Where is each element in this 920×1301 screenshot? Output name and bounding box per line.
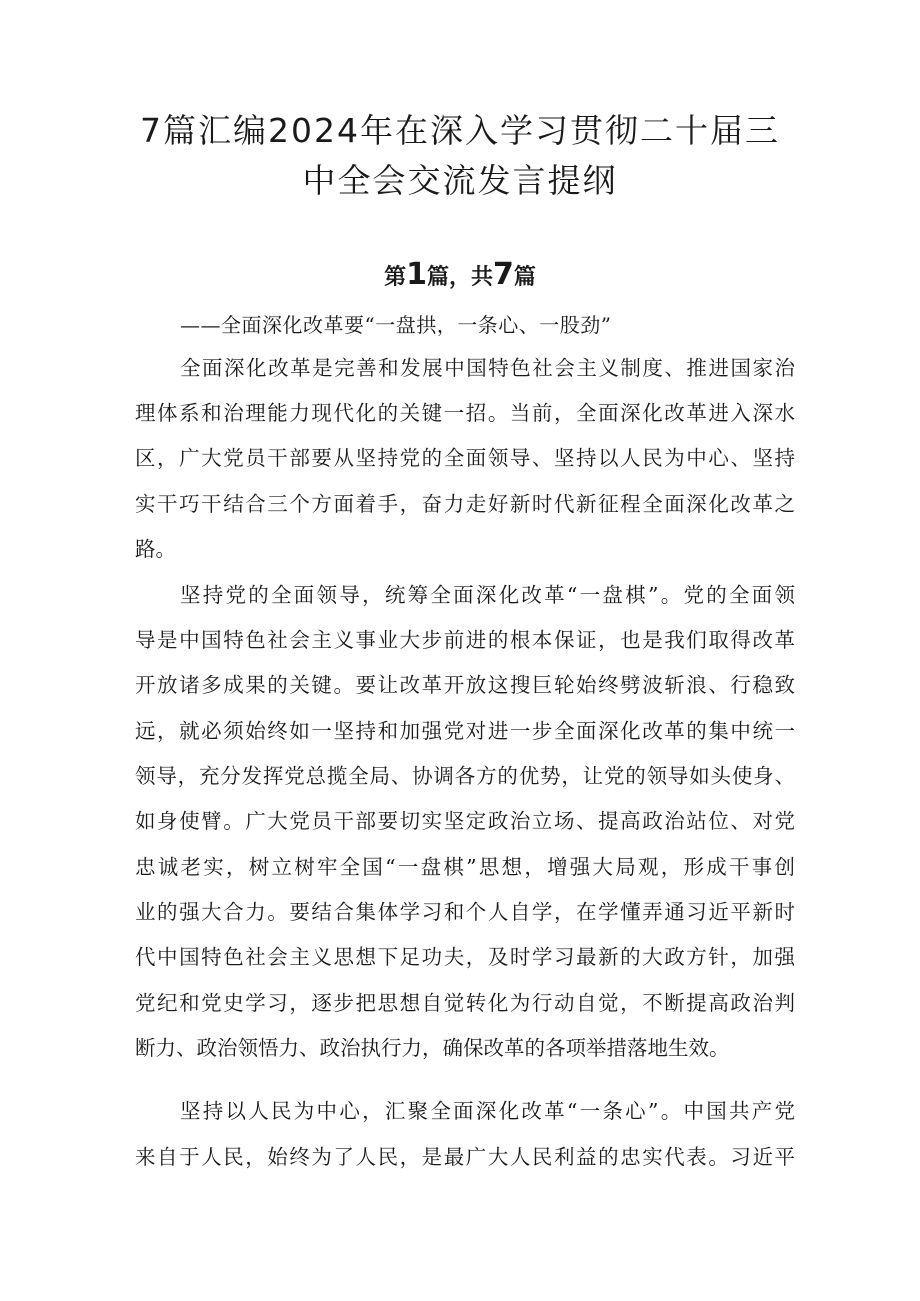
part-number: 1 bbox=[406, 257, 427, 292]
paragraph-1-line-5: 路。 bbox=[135, 537, 176, 561]
document-title-line-2: 中全会交流发言提纲 bbox=[302, 161, 618, 200]
paragraph-2-line-6: 如身使臂。广大党员干部要切实坚定政治立场、提高政治站位、对党 bbox=[135, 809, 795, 833]
paragraph-2-line-4: 远，就必须始终如一坚持和加强党对进一步全面深化改革的集中统一 bbox=[135, 719, 795, 743]
paragraph-2-line-5: 领导，充分发挥党总揽全局、协调各方的优势，让党的领导如头使身、 bbox=[135, 764, 795, 788]
paragraph-2-line-11: 断力、政治领悟力、政治执行力，确保改革的各项举措落地生效。 bbox=[135, 1036, 730, 1060]
paragraph-1-line-3: 区，广大党员干部要从坚持党的全面领导、坚持以人民为中心、坚持 bbox=[135, 446, 795, 470]
paragraph-3-line-1: 坚持以人民为中心，汇聚全面深化改革“一条心”。中国共产党 bbox=[180, 1099, 795, 1123]
part-label-middle: 篇，共 bbox=[426, 264, 493, 290]
paragraph-3-line-2: 来自于人民，始终为了人民，是最广大人民利益的忠实代表。习近平 bbox=[135, 1145, 795, 1169]
paragraph-2-line-10: 党纪和党史学习，逐步把思想自觉转化为行动自觉，不断提高政治判 bbox=[135, 991, 795, 1015]
paragraph-2-line-1: 坚持党的全面领导，统筹全面深化改革“一盘棋”。党的全面领 bbox=[180, 583, 795, 607]
paragraph-2-line-8: 业的强大合力。要结合集体学习和个人自学，在学懂弄通习近平新时 bbox=[135, 900, 795, 924]
paragraph-2-line-9: 代中国特色社会主义思想下足功夫，及时学习最新的大政方针，加强 bbox=[135, 945, 795, 969]
part-total: 7 bbox=[493, 257, 514, 292]
document-title-line-1: 7篇汇编2024年在深入学习贯彻二十届三 bbox=[140, 111, 780, 150]
part-label-suffix: 篇 bbox=[513, 264, 536, 290]
part-label-prefix: 第 bbox=[384, 264, 407, 290]
paragraph-1-line-2: 理体系和治理能力现代化的关键一招。当前，全面深化改革进入深水 bbox=[135, 401, 795, 425]
part-subtitle: ——全面深化改革要“一盘拱，一条心、一股劲” bbox=[180, 313, 612, 337]
paragraph-2-line-7: 忠诚老实，树立树牢全国“一盘棋”思想，增强大局观，形成干事创 bbox=[135, 855, 795, 879]
paragraph-2-line-2: 导是中国特色社会主义事业大步前进的根本保证，也是我们取得改革 bbox=[135, 628, 795, 652]
paragraph-1-line-4: 实干巧干结合三个方面着手，奋力走好新时代新征程全面深化改革之 bbox=[135, 492, 795, 516]
part-heading bbox=[300, 258, 620, 294]
paragraph-2-line-3: 开放诸多成果的关键。要让改革开放这搜巨轮始终劈波斩浪、行稳致 bbox=[135, 673, 795, 697]
paragraph-1-line-1: 全面深化改革是完善和发展中国特色社会主义制度、推进国家治 bbox=[180, 356, 795, 380]
